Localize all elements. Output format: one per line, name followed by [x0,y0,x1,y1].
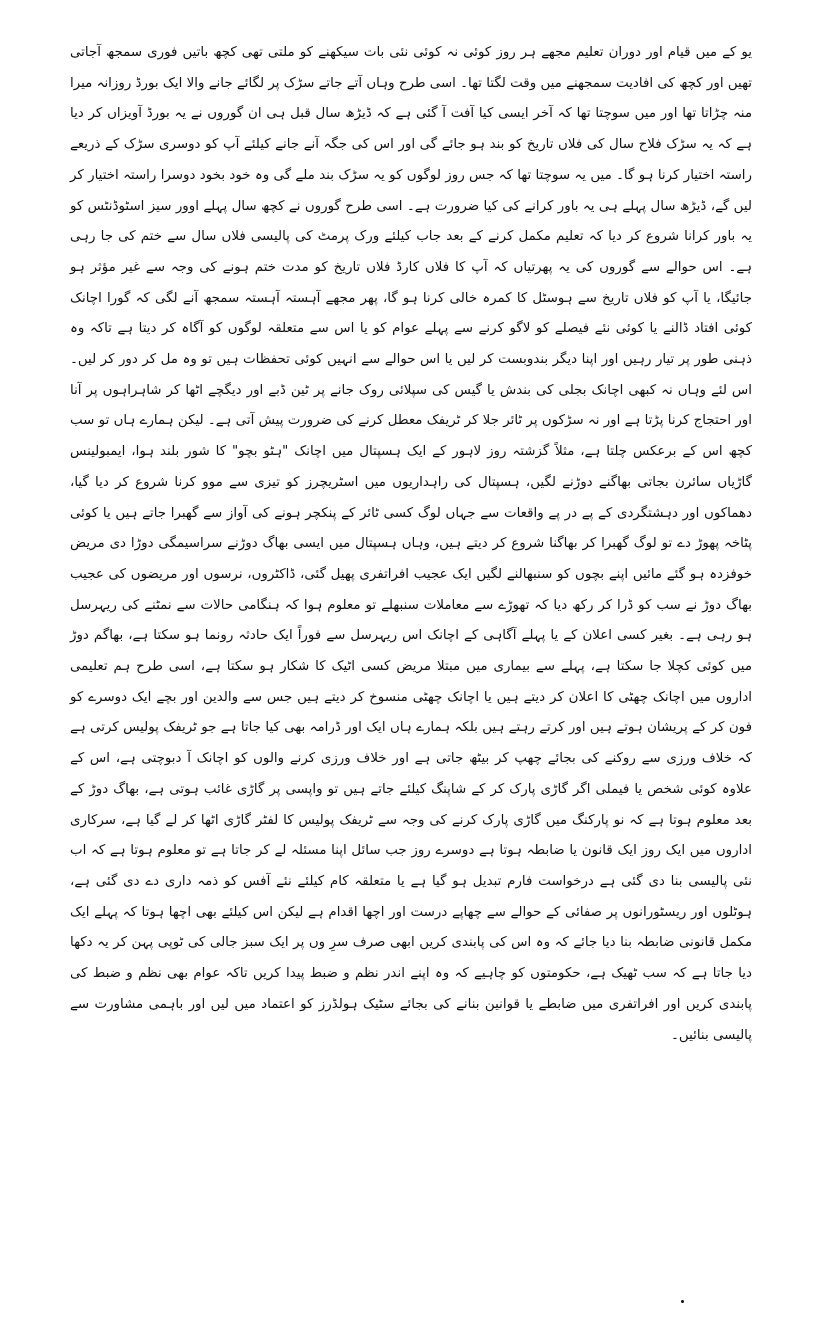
article-body: یو کے میں قیام اور دوران تعلیم مجھے ہر روز کوئی نہ کوئی نئی بات سیکھنے کو ملتی تھی کچھ باتیں فوری سمجھ آجاتی تھیں اور کچھ کی افادیت سمجھنے میں وقت لگتا تھا۔ اسی طرح وہاں آتے جاتے سڑک پر لگائے جانے والا ایک بورڈ روزانہ میرا منہ چڑاتا تھا اور میں سوچتا تھا کہ آخر ایسی کیا آفت آ گئی ہے کہ ڈیڑھ سال قبل ہی ان گوروں نے یہ بورڈ آویزاں کر دیا ہے کہ یہ سڑک فلاح سال کی فلاں تاریخ کو بند ہو جائے گی اور اس کی جگہ آنے جانے کیلئے آپ کو دوسری سڑک کے ذریعے راستہ اختیار کرنا ہو گا۔ میں یہ سوچتا تھا کہ جس روز لوگوں کو یہ سڑک بند ملے گی وہ خود بخود دوسرا راستہ اختیار کر لیں گے، ڈیڑھ سال پہلے ہی یہ باور کرانے کی کیا ضرورت ہے۔ اسی طرح گوروں نے کچھ سال پہلے اوور سیز اسٹوڈنٹس کو یہ باور کرانا شروع کر دیا کہ تعلیم مکمل کرنے کے بعد جاب کیلئے ورک پرمٹ کی پالیسی فلاں سال سے ختم کی جا رہی ہے۔ اس حوالے سے گوروں کی یہ پھرتیاں کہ آپ کا فلاں کارڈ فلاں تاریخ کو مدت ختم ہونے کی وجہ سے غیر مؤثر ہو جائیگا، یا آپ کو فلاں تاریخ سے ہوسٹل کا کمرہ خالی کرنا ہو گا، پھر مجھے آہستہ آہستہ سمجھ آنے لگی کہ گورا اچانک کوئی افتاد ڈالنے یا کوئی نئے فیصلے کو لاگو کرنے سے پہلے عوام کو یا اس سے متعلقہ لوگوں کو آگاہ کر دیتا ہے تاکہ وہ ذہنی طور پر تیار رہیں اور اپنا دیگر بندوبست کر لیں یا اس حوالے سے انہیں کوئی تحفظات ہیں تو وہ مل کر دور کر لیں۔ اس لئے وہاں نہ کبھی اچانک بجلی کی بندش یا گیس کی سپلائی روک جانے پر ٹین ڈبے اور دیگچے اٹھا کر شاہراہوں پر آنا اور احتجاج کرنا پڑتا ہے اور نہ سڑکوں پر ٹائر جلا کر ٹریفک معطل کرنے کی ضرورت پیش آتی ہے۔ لیکن ہمارے ہاں تو سب کچھ اس کے برعکس چلتا ہے، مثلاً گزشتہ روز لاہور کے ایک ہسپتال میں اچانک "ہٹو بچو" کا شور بلند ہوا، ایمبولینس گاڑیاں سائرن بجاتی بھاگنے دوڑنے لگیں، ہسپتال کی راہداریوں میں اسٹریچرز کو تیزی سے موو کرنا شروع کر دیا گیا، دھماکوں اور دہشتگردی کے پے در پے واقعات سے جہاں لوگ کسی ٹائر کے پنکچر ہونے کی آواز سے گھبرا جاتے ہیں یا کوئی پٹاخہ پھوڑ دے تو لوگ گھبرا کر بھاگنا شروع کر دیتے ہیں، وہاں ہسپتال میں ایسی بھاگ دوڑنے سراسیمگی دوڑا دی مریض خوفزدہ ہو گئے مائیں اپنے بچوں کو سنبھالنے لگیں ایک عجیب افراتفری پھیل گئی، ڈاکٹروں، نرسوں اور مریضوں کی عجیب بھاگ دوڑ نے سب کو ڈرا کر رکھ دیا کہ تھوڑے سے معاملات سنبھلے تو معلوم ہوا کہ ہنگامی حالات سے نمٹنے کی ریہرسل ہو رہی ہے۔ بغیر کسی اعلان کے یا پہلے آگاہی کے اچانک اس ریہرسل سے فوراً ایک حادثہ رونما ہو سکتا ہے، بھاگم دوڑ میں کوئی کچلا جا سکتا ہے، پہلے سے بیماری میں مبتلا مریض کسی اٹیک کا شکار ہو سکتا ہے، اسی طرح ہم تعلیمی اداروں میں اچانک چھٹی کا اعلان کر دیتے ہیں یا اچانک چھٹی منسوخ کر دیتے ہیں جس سے والدین اور بچے ایک دوسرے کو فون کر کے پریشان ہوتے ہیں اور کرتے رہتے ہیں بلکہ ہمارے ہاں ایک اور ڈرامہ بھی کیا جاتا ہے جو ٹریفک پولیس کرتی ہے کہ خلاف ورزی سے روکنے کی بجائے چھپ کر بیٹھ جاتی ہے اور خلاف ورزی کرنے والوں کو اچانک آ دبوچتی ہے، اس کے علاوہ کوئی شخص یا فیملی اگر گاڑی پارک کر کے شاپنگ کیلئے جاتے ہیں تو واپسی پر گاڑی غائب ہوتی ہے، بھاگ دوڑ کے بعد معلوم ہوتا ہے کہ نو پارکنگ میں گاڑی پارک کرنے کی وجہ سے ٹریفک پولیس کا لفٹر گاڑی اٹھا کر لے گیا ہے، سرکاری اداروں میں ایک روز ایک قانون یا ضابطہ ہوتا ہے دوسرے روز جب سائل اپنا مسئلہ لے کر جاتا ہے تو معلوم ہوتا ہے کہ اب نئی پالیسی بنا دی گئی ہے درخواست فارم تبدیل ہو گیا ہے یا متعلقہ کام کیلئے نئے آفس کو ذمہ داری دے دی گئی ہے، ہوٹلوں اور ریسٹورانوں پر صفائی کے حوالے سے چھاپے درست اور اچھا اقدام ہے لیکن اس کیلئے بھی اچھا ہوتا کہ پہلے ایک مکمل قانونی ضابطہ بنا دیا جائے کہ وہ اس کی پابندی کریں ابھی صرف سرِ وں پر ایک سبز جالی کی ٹوپی پہن کر یہ دکھا دیا جاتا ہے کہ سب ٹھیک ہے، حکومتوں کو چاہیے کہ وہ اپنے اندر نظم و ضبط پیدا کریں تاکہ عوام بھی نظم و ضبط کی پابندی کریں اور افراتفری میں ضابطے یا قوانین بنانے کی بجائے سٹیک ہولڈرز کو اعتماد میں لیں اور باہمی مشاورت سے پالیسی بنائیں۔ [70,45,752,1043]
stray-dot-mark [681,1300,684,1303]
